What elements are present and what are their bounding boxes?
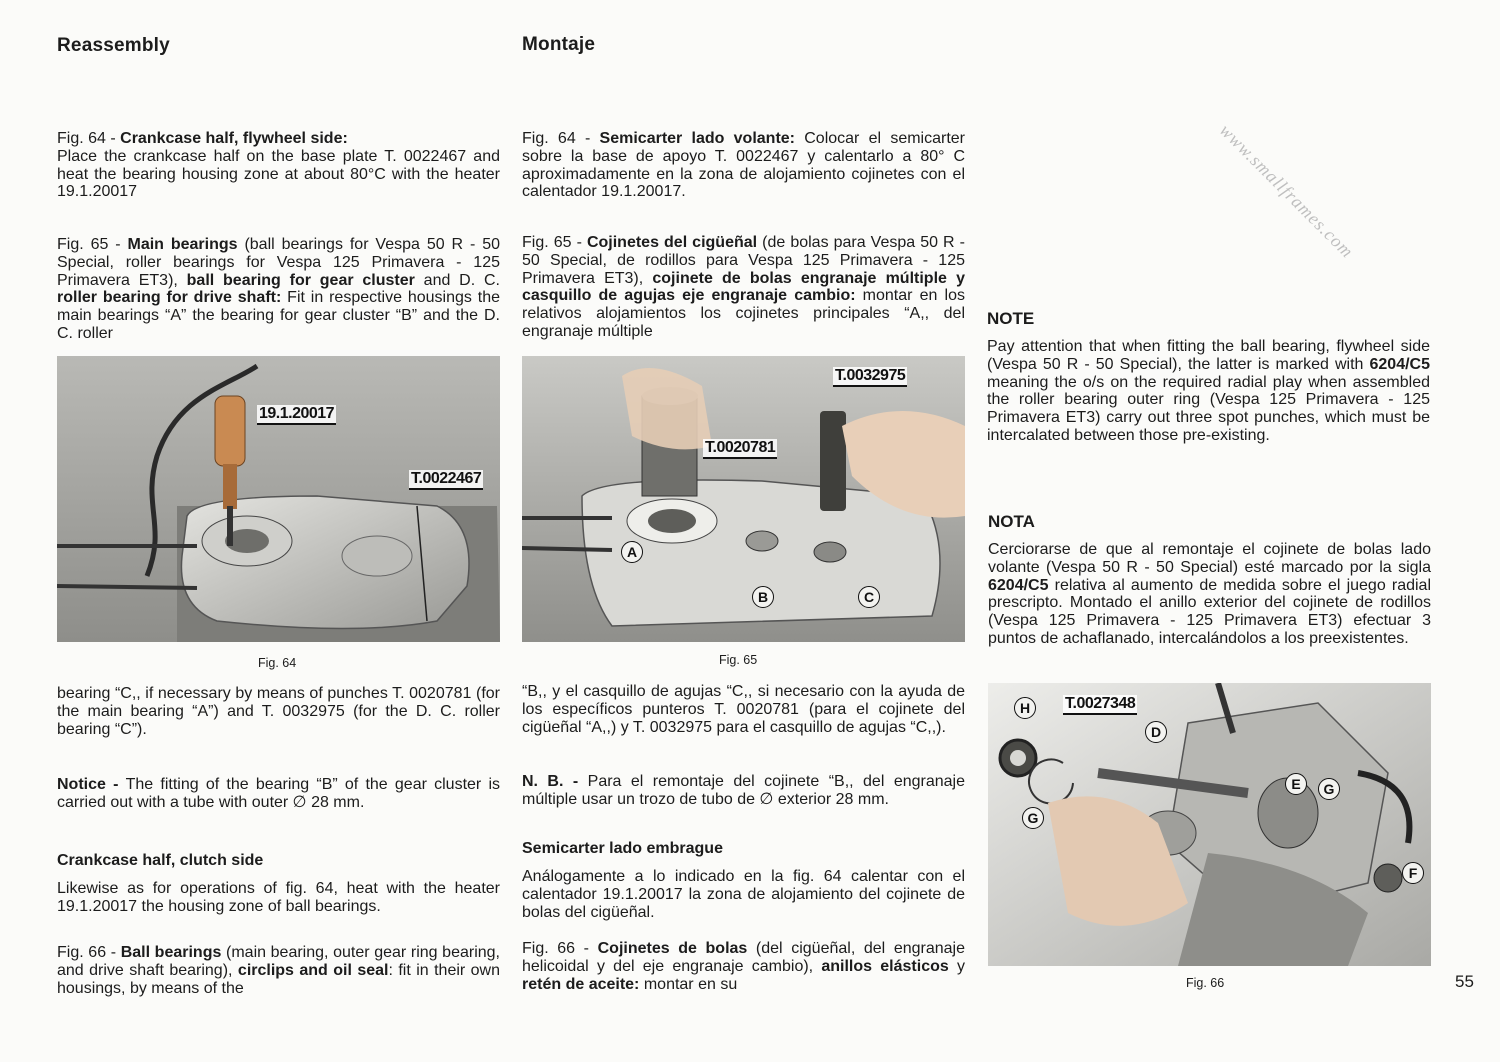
page-number: 55: [1455, 972, 1474, 991]
label-g-left: G: [1022, 807, 1044, 829]
body-text: (ball bearings for Vespa 50 R - 50 Special, roller bearings for Vespa 125 Primavera - 125 Primavera ET3),: [57, 236, 500, 289]
bold-term: roller bearing for drive shaft:: [57, 289, 282, 307]
paragraph-fig66-es: [522, 940, 965, 993]
heading-nota: NOTA: [988, 512, 1035, 531]
paragraph-clutch-es: Análogamente a lo indicado en la fig. 64 calentar con el calentador 19.1.20017 la zona de alojamiento del cojinete de bolas del cigüeñal.: [522, 868, 965, 921]
label-bearing-c: C: [858, 586, 880, 608]
fig-ref: Fig. 64 -: [522, 130, 600, 147]
bold-term: Semicarter lado volante:: [599, 130, 795, 147]
fig-ref: Fig. 65 -: [57, 236, 128, 253]
bold-term: Main bearings: [127, 236, 238, 253]
callout-heater: 19.1.20017: [257, 405, 336, 425]
body-text: and D. C.: [414, 271, 500, 289]
bold-term: anillos elásticos: [821, 957, 949, 975]
body-text: Fit in respective housings the main bearings “A” the bearing for gear cluster “B” and the D. C. roller: [57, 289, 500, 342]
label-h: H: [1014, 697, 1036, 719]
body-text: (main bearing, outer gear ring bearing, and drive shaft bearing),: [57, 944, 500, 979]
paragraph-fig65-en: [57, 236, 500, 343]
watermark: www.smallframes.com: [1215, 120, 1358, 262]
paragraph-notice: [57, 776, 500, 812]
bearing-punches-illustration: [522, 356, 965, 642]
label-d: D: [1145, 721, 1167, 743]
body-text: relativa al aumento de medida sobre el juego radial prescripto. Montado el anillo exterior del cojinete de rodillos (Vespa 125 Primavera - 125 Primavera ET3) efectuar 3 puntos de achaflanado, intercalándolos a los preexistentes.: [988, 576, 1431, 647]
bold-term: 6204/C5: [1369, 355, 1430, 373]
paragraph-nb: [522, 773, 965, 809]
fig-ref: Fig. 64 -: [57, 130, 121, 147]
body-text: Para el remontaje del cojinete “B,, del engranaje múltiple usar un trozo de tubo de ∅ exterior 28 mm.: [522, 773, 965, 808]
callout-base-plate: T.0022467: [409, 470, 483, 490]
paragraph-fig64-es: [522, 130, 965, 201]
bold-term: 6204/C5: [988, 576, 1049, 594]
body-text: meaning the o/s on the required radial play when assembled the roller bearing outer ring (Vespa 125 Primavera - 125 Primavera ET3) carry out three spot punches, which must be intercalated between those pre-existing.: [987, 373, 1430, 444]
subheading-lado-embrague: Semicarter lado embrague: [522, 840, 723, 857]
bold-term: Notice -: [57, 776, 126, 793]
heading-reassembly: Reassembly: [57, 35, 170, 56]
body-text: Place the crankcase half on the base plate T. 0022467 and heat the bearing housing zone at about 80°C with the heater 19.1.20017: [57, 147, 500, 201]
label-e: E: [1285, 773, 1307, 795]
subheading-clutch-side: Crankcase half, clutch side: [57, 852, 264, 869]
paragraph-continue-en: bearing “C,, if necessary by means of punches T. 0020781 (for the main bearing “A”) and T. 0032975 (for the D. C. roller bearing “C”).: [57, 685, 500, 738]
paragraph-note: [987, 338, 1430, 445]
body-text: Cerciorarse de que al remontaje el cojinete de bolas lado volante (Vespa 50 R - 50 Special) esté marcado por la sigla: [988, 541, 1431, 576]
figure-65-photo: [522, 356, 965, 642]
callout-punch-a: T.0020781: [703, 439, 777, 459]
paragraph-nota: [988, 541, 1431, 648]
body-text: montar en su: [639, 975, 738, 993]
label-bearing-a: A: [621, 541, 643, 563]
callout-punch-c: T.0032975: [833, 367, 907, 387]
body-text: y: [948, 957, 966, 975]
heading-note: NOTE: [987, 309, 1035, 328]
body-text: montar en los relativos alojamientos los cojinetes principales “A,, del engranaje múltiple: [522, 287, 965, 340]
caption-fig64: Fig. 64: [258, 656, 297, 670]
body-text: : fit in their own housings, by means of the: [57, 961, 501, 997]
figure-66-photo: [988, 683, 1431, 966]
heading-montaje: Montaje: [522, 34, 596, 55]
clutch-side-illustration: [988, 683, 1431, 966]
paragraph-clutch-en: Likewise as for operations of fig. 64, heat with the heater 19.1.20017 the housing zone of ball bearings.: [57, 880, 500, 915]
bold-term: Ball bearings: [120, 944, 222, 961]
bold-term: Cojinetes del cigüeñal: [586, 234, 758, 251]
label-f: F: [1402, 862, 1424, 884]
bold-term: Cojinetes de bolas: [597, 940, 748, 957]
paragraph-fig65-es: [522, 234, 965, 341]
bold-term: cojinete de bolas engranaje múltiple y casquillo de agujas eje engranaje cambio:: [522, 269, 965, 305]
body-text: (de bolas para Vespa 50 R - 50 Special, de rodillos para Vespa 125 Primavera - 125 Primavera ET3),: [522, 234, 965, 287]
callout-tool-t0027348: T.0027348: [1063, 695, 1137, 715]
body-text: The fitting of the bearing “B” of the gear cluster is carried out with a tube with outer ∅ 28 mm.: [57, 776, 500, 811]
bold-term: ball bearing for gear cluster: [186, 271, 415, 289]
bold-term: circlips and oil seal: [237, 961, 389, 979]
paragraph-continue-es: “B,, y el casquillo de agujas “C,, si necesario con la ayuda de los específicos punteros T. 0020781 (para el cojinete del cigüeñal “A,,) y T. 0032975 para el casquillo de agujas “C,,).: [522, 683, 965, 736]
body-text: (del cigüeñal, del engranaje helicoidal y del eje engranaje cambio),: [522, 940, 966, 975]
fig-ref: Fig. 66 -: [522, 940, 598, 957]
bold-term: Crankcase half, flywheel side:: [120, 130, 348, 147]
figure-64-photo: [57, 356, 500, 642]
label-bearing-b: B: [752, 586, 774, 608]
bold-term: N. B. -: [522, 773, 588, 790]
bold-term: retén de aceite:: [522, 975, 640, 993]
fig-ref: Fig. 66 -: [57, 944, 121, 961]
caption-fig65: Fig. 65: [719, 653, 758, 667]
body-text: Pay attention that when fitting the ball bearing, flywheel side (Vespa 50 R - 50 Special), the latter is marked with: [987, 338, 1430, 373]
label-g-right: G: [1318, 778, 1340, 800]
paragraph-fig66-en: [57, 944, 500, 997]
crankcase-heater-illustration: [57, 356, 500, 642]
fig-ref: Fig. 65 -: [522, 234, 587, 251]
paragraph-fig64-en: [57, 130, 500, 201]
body-text: Colocar el semicarter sobre la base de apoyo T. 0022467 y calentarlo a 80° C aproximadamente en la zona de alojamiento cojinetes con el calentador 19.1.20017.: [522, 130, 966, 201]
caption-fig66: Fig. 66: [1186, 976, 1225, 990]
